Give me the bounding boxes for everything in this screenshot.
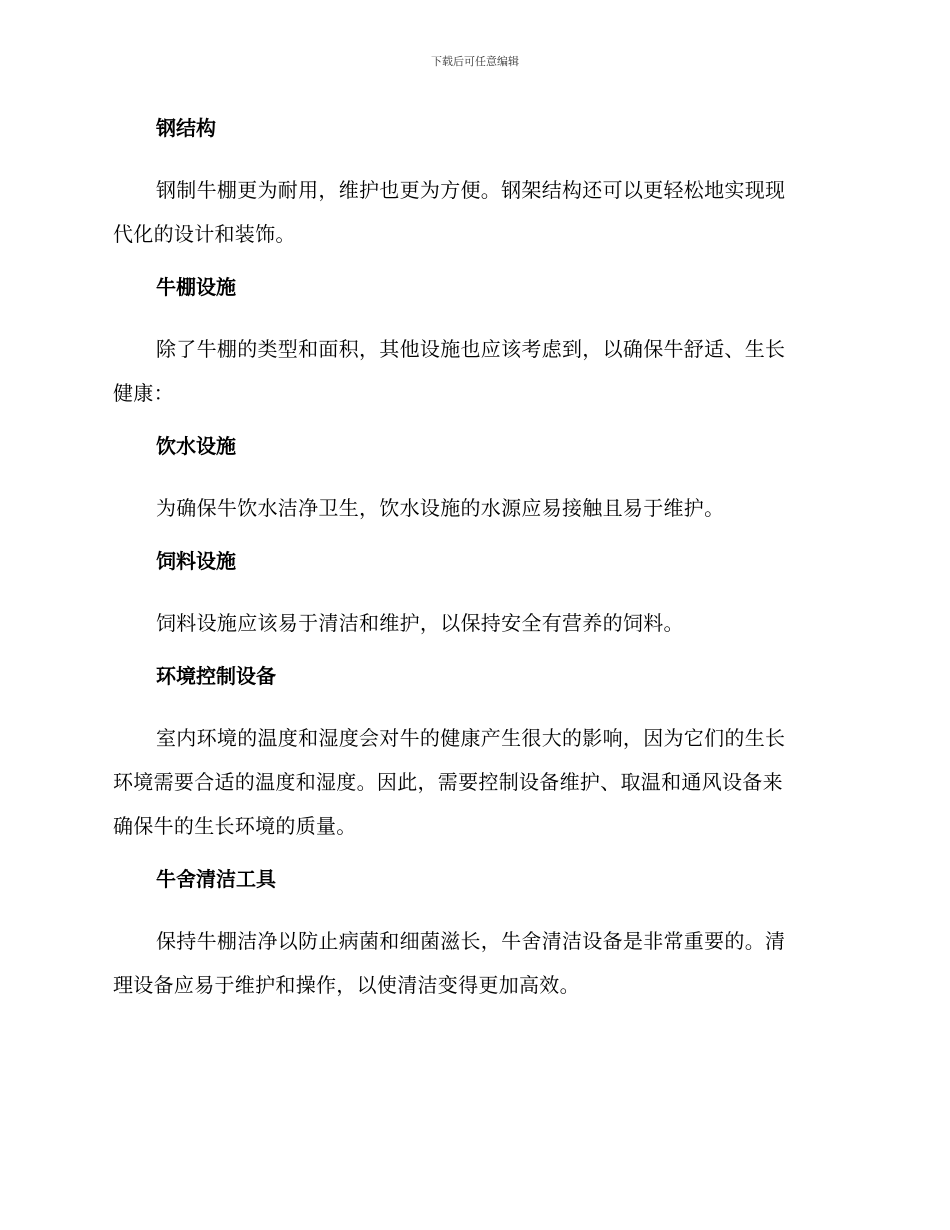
section-paragraph-drinking-facilities xyxy=(113,486,831,530)
section-paragraph-environment-control xyxy=(113,716,831,848)
paragraph-line: 饲料设施应该易于清洁和维护，以保持安全有营养的饲料。 xyxy=(156,611,684,635)
paragraph-line: 理设备应易于维护和操作，以使清洁变得更加高效。 xyxy=(113,973,580,997)
paragraph-line: 环境需要合适的温度和湿度。因此，需要控制设备维护、取温和通风设备来 xyxy=(113,770,783,794)
section-heading-drinking-facilities: 饮水设施 xyxy=(156,434,236,458)
paragraph-line: 室内环境的温度和湿度会对牛的健康产生很大的影响，因为它们的生长 xyxy=(156,726,786,750)
section-heading-environment-control: 环境控制设备 xyxy=(156,664,276,688)
section-paragraph-steel-structure xyxy=(113,168,831,256)
paragraph-line: 钢制牛棚更为耐用，维护也更为方便。钢架结构还可以更轻松地实现现 xyxy=(156,178,786,202)
paragraph-line: 确保牛的生长环境的质量。 xyxy=(113,814,357,838)
section-paragraph-feed-facilities xyxy=(113,601,831,645)
section-paragraph-barn-facilities xyxy=(113,327,831,415)
document-body xyxy=(113,111,831,1021)
section-paragraph-cleaning-tools xyxy=(113,919,831,1007)
paragraph-line: 健康： xyxy=(113,381,174,405)
paragraph-line: 代化的设计和装饰。 xyxy=(113,222,296,246)
section-heading-steel-structure: 钢结构 xyxy=(156,116,216,140)
section-heading-feed-facilities: 饲料设施 xyxy=(156,549,236,573)
page-header-note: 下载后可任意编辑 xyxy=(431,55,519,68)
paragraph-line: 为确保牛饮水洁净卫生，饮水设施的水源应易接触且易于维护。 xyxy=(156,496,725,520)
section-heading-barn-facilities: 牛棚设施 xyxy=(156,275,236,299)
paragraph-line: 保持牛棚洁净以防止病菌和细菌滋长，牛舍清洁设备是非常重要的。清 xyxy=(156,929,786,953)
paragraph-line: 除了牛棚的类型和面积，其他设施也应该考虑到，以确保牛舒适、生长 xyxy=(156,337,786,361)
section-heading-cleaning-tools: 牛舍清洁工具 xyxy=(156,867,276,891)
